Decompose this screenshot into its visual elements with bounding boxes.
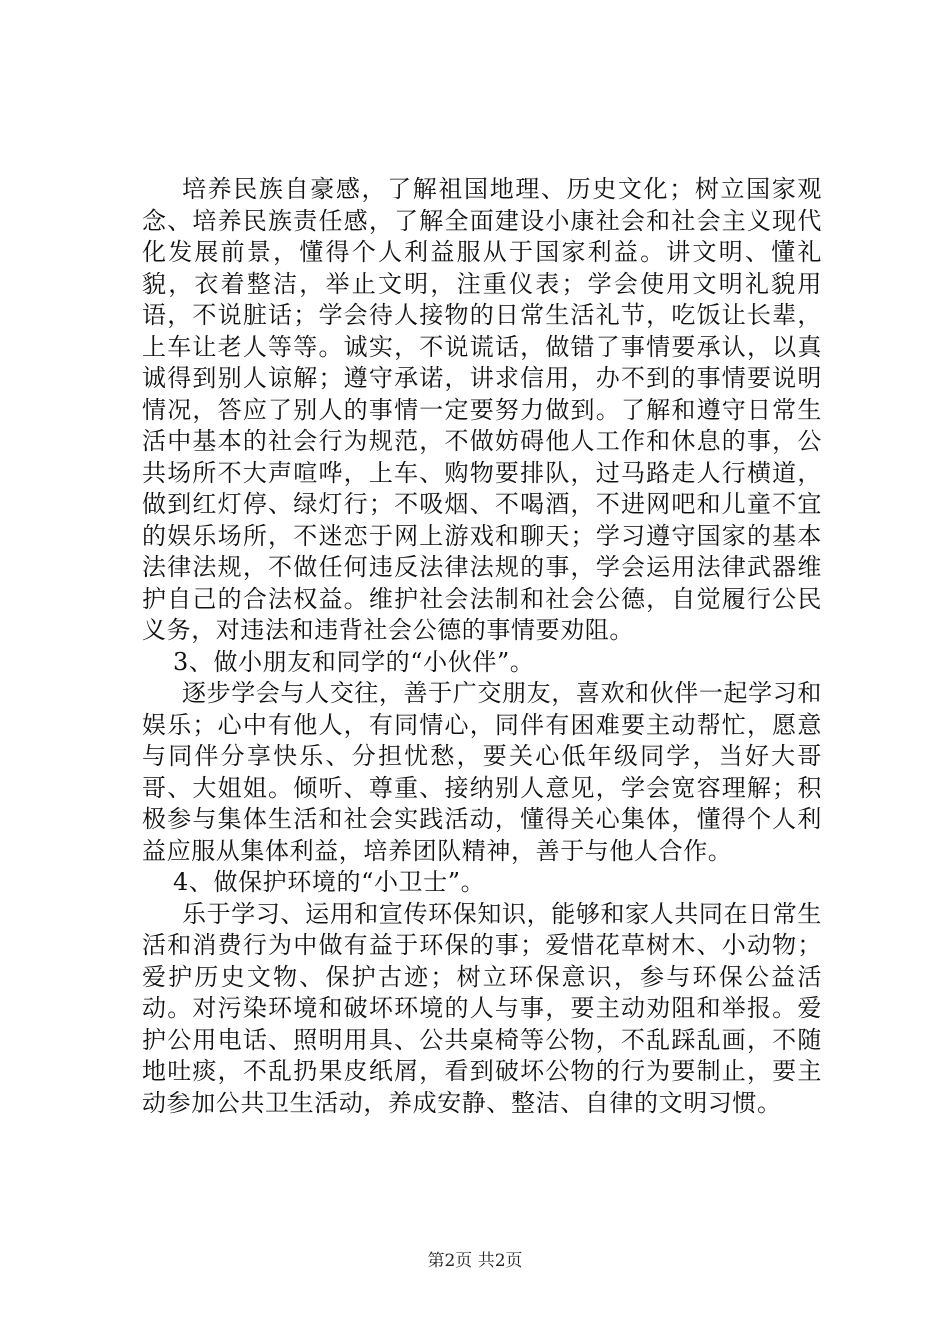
paragraph-environment: 乐于学习、运用和宣传环保知识，能够和家人共同在日常生活和消费行为中做有益于环保的事；爱惜花草树木、小动物；爱护历史文物、保护古迹；树立环保意识，参与环保公益活动。对污染环境和破坏环境的人与事，要主动劝阻和举报。爱护公用电话、照明用具、公共桌椅等公物，不乱踩乱画，不随地吐痰，不乱扔果皮纸屑，看到破坏公物的行为要制止，要主动参加公共卫生活动，养成安静、整洁、自律的文明习惯。 (142, 899, 822, 1117)
paragraph-civic-conduct: 培养民族自豪感，了解祖国地理、历史文化；树立国家观念、培养民族责任感，了解全面建设小康社会和社会主义现代化发展前景，懂得个人利益服从于国家利益。讲文明、懂礼貌，衣着整洁，举止文明，注重仪表；学会使用文明礼貌用语，不说脏话；学会待人接物的日常生活礼节，吃饭让长辈，上车让老人等等。诚实，不说谎话，做错了事情要承认，以真诚得到别人谅解；遵守承诺，讲求信用，办不到的事情要说明情况，答应了别人的事情一定要努力做到。了解和遵守日常生活中基本的社会行为规范，不做妨碍他人工作和休息的事，公共场所不大声喧哗，上车、购物要排队，过马路走人行横道，做到红灯停、绿灯行；不吸烟、不喝酒，不进网吧和儿童不宜的娱乐场所，不迷恋于网上游戏和聊天；学习遵守国家的基本法律法规，不做任何违反法律法规的事，学会运用法律武器维护自己的合法权益。维护社会法制和社会公德，自觉履行公民义务，对违法和违背社会公德的事情要劝阻。 (142, 175, 822, 644)
section-heading-3: 3、做小朋友和同学的“小伙伴”。 (173, 647, 535, 676)
page-footer: 第2页 共2页 (427, 1251, 523, 1271)
document-body (142, 174, 822, 1119)
section-heading-4: 4、做保护环境的“小卫士”。 (173, 868, 486, 896)
paragraph-companionship: 逐步学会与人交往，善于广交朋友，喜欢和伙伴一起学习和娱乐；心中有他人，有同情心，同伴有困难要主动帮忙，愿意与同伴分享快乐、分担忧愁，要关心低年级同学，当好大哥哥、大姐姐。倾听、尊重、接纳别人意见，学会宽容理解；积极参与集体生活和社会实践活动，懂得关心集体，懂得个人利益应服从集体利益，培养团队精神，善于与他人合作。 (142, 679, 822, 865)
